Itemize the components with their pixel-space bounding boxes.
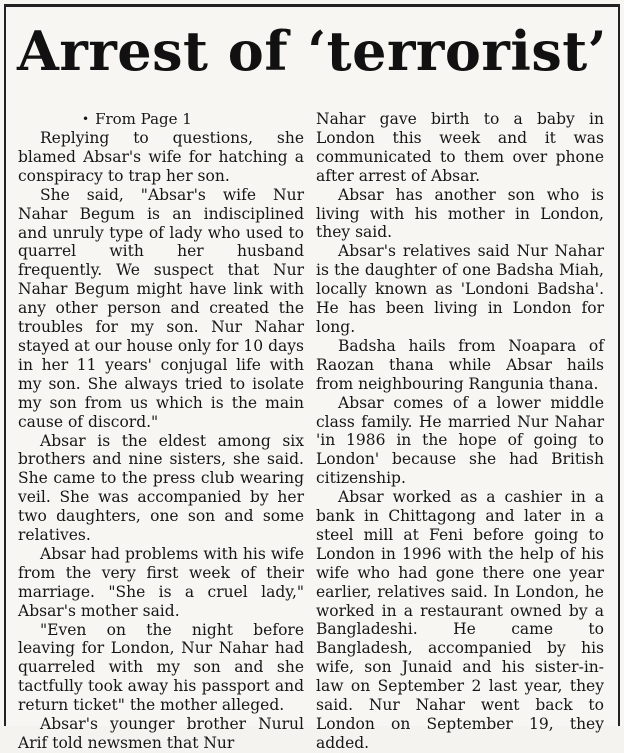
paragraph: Absar comes of a lower middle class family. He married Nur Nahar 'in 1986 in the hope of going to London' because she had British citizenship. [316, 393, 604, 488]
paragraph-continued: Nahar gave birth to a baby in London this week and it was communicated to them over phone after arrest of Absar. [316, 110, 604, 185]
paragraph: She said, "Absar's wife Nur Nahar Begum is an indisciplined and unruly type of lady who used to quarrel with her husband frequently. We suspect that Nur Nahar Begum might have link with any other person and created the troubles for my son. Nur Nahar stayed at our house only for 10 days in her 11 years' conjugal life with my son. She always tried to isolate my son from us which is the main cause of discord." [18, 185, 304, 431]
paragraph: Badsha hails from Noapara of Raozan thana while Absar hails from neighbouring Rangunia thana. [316, 336, 604, 393]
paragraph: Absar's younger brother Nurul Arif told newsmen that Nur [18, 715, 304, 752]
right-column [316, 110, 604, 753]
top-rule [6, 4, 618, 7]
paragraph: Absar's relatives said Nur Nahar is the daughter of one Badsha Miah, locally known as 'Londoni Badsha'. He has been living in London for long. [316, 242, 604, 336]
paragraph: Absar has another son who is living with his mother in London, they said. [316, 185, 604, 242]
bullet-icon: • [82, 112, 90, 126]
paragraph: Absar worked as a cashier in a bank in Chittagong and later in a steel mill at Feni before going to London in 1996 with the help of his wife who had gone there one year earlier, relatives said. In London, he worked in a restaurant owned by a Bangladeshi. He came to Bangladesh, accompanied by his wife, son Junaid and his sister-in-law on September 2 last year, they said. Nur Nahar went back to London on September 19, they added. [316, 488, 604, 752]
jump-line-text: From Page 1 [95, 110, 192, 128]
left-column [18, 110, 304, 753]
right-rule [618, 4, 620, 726]
left-rule [4, 4, 6, 726]
headline: Arrest of ‘terrorist’ [17, 19, 607, 83]
jump-line [18, 110, 304, 129]
paragraph: Absar had problems with his wife from the very first week of their marriage. "She is a cruel lady," Absar's mother said. [18, 544, 304, 620]
paragraph: Replying to questions, she blamed Absar's wife for hatching a conspiracy to trap her son. [18, 129, 304, 185]
paragraph: "Even on the night before leaving for London, Nur Nahar had quarreled with my son and she tactfully took away his passport and return ticket" the mother alleged. [18, 620, 304, 715]
paragraph: Absar is the eldest among six brothers and nine sisters, she said. She came to the press club wearing veil. She was accompanied by her two daughters, one son and some relatives. [18, 431, 304, 545]
